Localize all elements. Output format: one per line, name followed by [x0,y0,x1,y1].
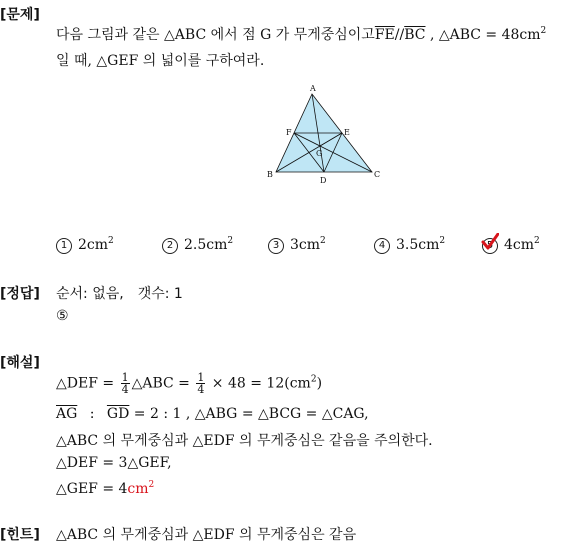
expr-result: × 48 = 12(cm [211,375,311,392]
explanation-line-5 [56,480,154,497]
choice-exponent: 2 [439,236,446,246]
choice-text: 2.5cm [184,237,228,253]
choice-3[interactable] [268,236,326,254]
explanation-line-2 [56,406,369,422]
parallel-symbol: // [394,27,405,43]
problem-text: 다음 그림과 같은 △ABC 에서 점 G 가 무게중심이고 [56,27,375,43]
choice-number: 5 [482,238,498,254]
problem-label: [문제] [0,7,40,23]
choice-1[interactable] [56,236,114,254]
explanation-label: [해설] [0,355,40,371]
choice-exponent: 2 [108,236,114,246]
label-e: E [344,128,350,137]
area-given: , △ABC = 48cm [429,27,541,43]
problem-line-1 [56,24,546,44]
choice-5[interactable] [482,236,540,254]
problem-line-2: 일 때, △GEF 의 넓이를 구하여라. [56,53,265,69]
check-mark-icon [481,233,499,251]
answer-label: [정답] [0,286,40,302]
choice-exponent: 2 [534,236,540,246]
choice-number: 2 [162,238,178,254]
explanation-line-1 [56,372,322,395]
choice-number-checked [482,237,504,254]
final-area: △GEF = 4 [56,481,128,497]
segment-ag: $\overline{AG}$ [56,406,78,422]
hint-text: △ABC 의 무게중심과 △EDF 의 무게중심은 같음 [56,527,357,543]
triangle-figure [264,82,384,188]
label-a: A [310,84,316,93]
expr-close: ) [316,375,323,392]
choice-text: 3.5cm [396,237,440,253]
choice-exponent: 2 [227,236,234,246]
segment-bc: $\overline{BC}$ [404,27,426,43]
segment-fe: $\overline{FE}$ [374,27,395,43]
choice-number: 1 [56,238,72,254]
label-d: D [320,176,327,185]
area-exponent: 2 [540,26,547,36]
result-exponent: 2 [310,374,317,385]
label-g: G [316,149,323,158]
label-b: B [267,170,273,179]
final-exponent: 2 [148,480,155,490]
expr-abc: △ABC = [131,375,190,392]
choice-text: 3cm [290,237,321,253]
segment-gd: $\overline{GD}$ [106,406,130,422]
explanation-line-4: △DEF = 3△GEF, [56,455,172,471]
answer-line-1: 순서: 없음, 갯수: 1 [56,286,183,302]
fraction-one-quarter: $\frac{1}{4}$ [121,371,129,396]
choice-number: 4 [374,238,390,254]
colon: : [89,406,95,422]
ratio-text: = 2 : 1 , △ABG = △BCG = △CAG, [133,406,369,422]
explanation-line-3: △ABC 의 무게중심과 △EDF 의 무게중심은 같음을 주의한다. [56,433,433,449]
label-c: C [374,170,381,179]
final-unit: cm [127,481,149,497]
answer-line-2: ⑤ [56,308,69,324]
choice-text: 4cm [504,237,535,253]
choice-2[interactable] [162,236,233,254]
choice-exponent: 2 [320,236,326,246]
hint-label: [힌트] [0,527,40,543]
choice-4[interactable] [374,236,445,254]
choice-text: 2cm [78,237,109,253]
choice-number: 3 [268,238,284,254]
label-f: F [286,128,292,137]
expr-def: △DEF = [56,375,115,392]
fraction-one-quarter-2: $\frac{1}{4}$ [197,371,205,396]
